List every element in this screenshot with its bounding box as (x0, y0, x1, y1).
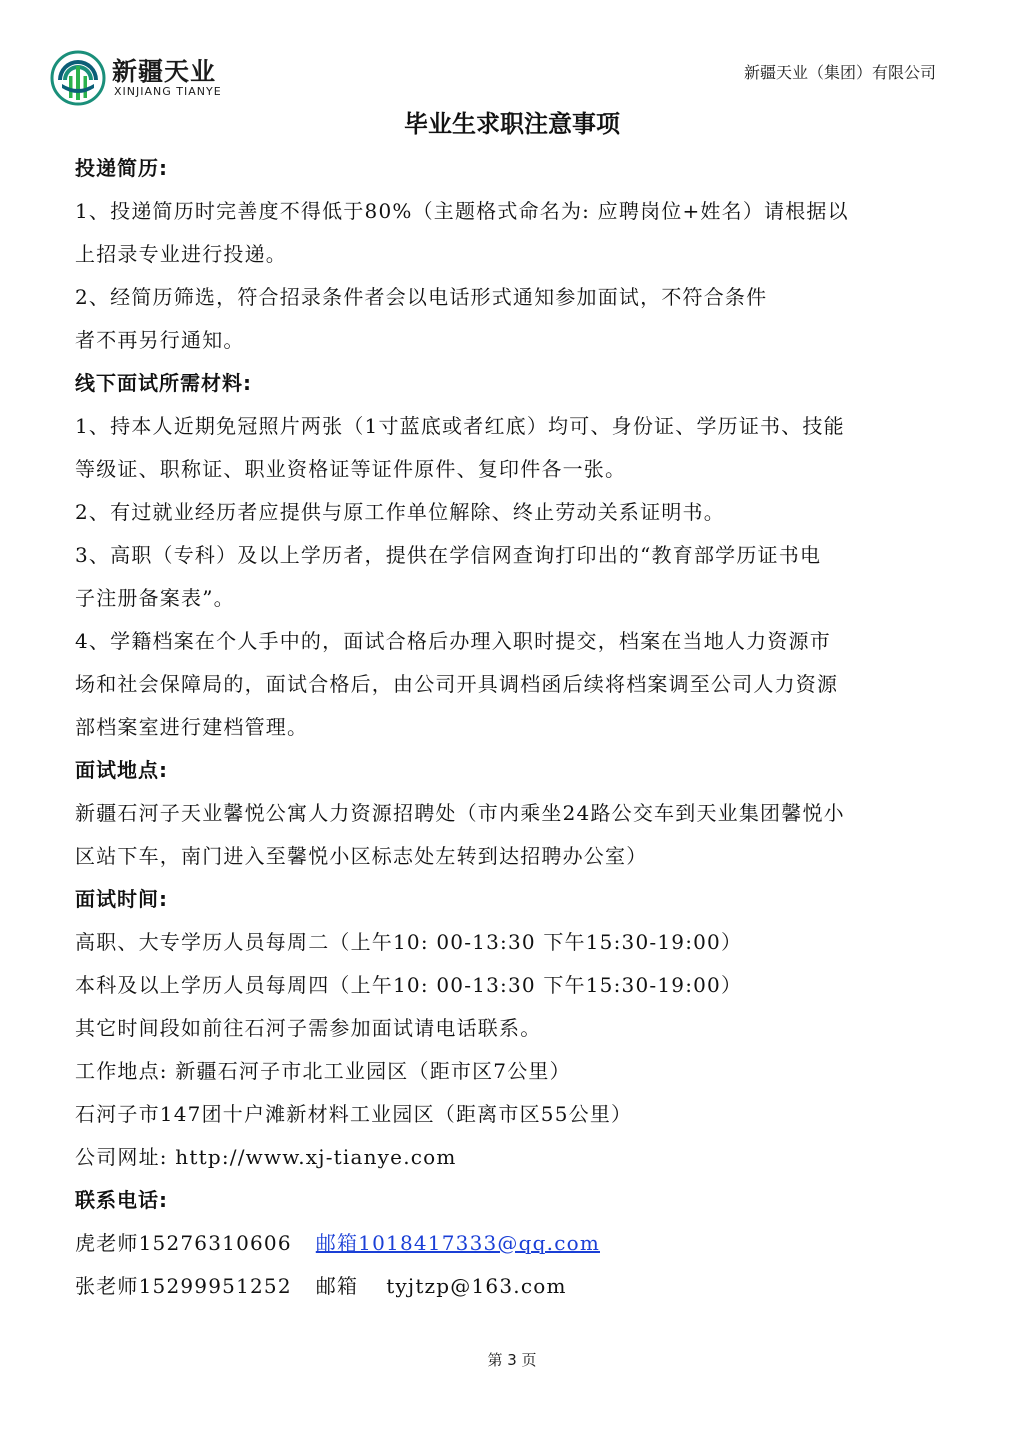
materials-item-1-line-1: 1、持本人近期免冠照片两张（1寸蓝底或者红底）均可、身份证、学历证书、技能 (75, 414, 845, 438)
contact-row-2 (75, 1265, 945, 1308)
time-line-1: 高职、大专学历人员每周二（上午10: 00-13:30 下午15:30-19:00） (75, 930, 743, 954)
document-body (75, 147, 945, 1308)
resume-item-1-line-1: 1、投递简历时完善度不得低于80%（主题格式命名为: 应聘岗位+姓名）请根据以 (75, 199, 849, 223)
document-title: 毕业生求职注意事项 (404, 110, 620, 138)
company-name: 新疆天业（集团）有限公司 (743, 63, 936, 82)
resume-item-2-line-2: 者不再另行通知。 (75, 328, 245, 352)
section-heading-time: 面试时间: (75, 887, 168, 911)
contact-2-email-label: 邮箱 (315, 1274, 359, 1298)
section-heading-resume: 投递简历: (75, 156, 168, 180)
page-number: 第 3 页 (487, 1351, 537, 1369)
materials-item-4-line-3: 部档案室进行建档管理。 (75, 715, 309, 739)
materials-item-1-line-2: 等级证、职称证、职业资格证等证件原件、复印件各一张。 (75, 457, 627, 481)
tianye-logo-graphic (50, 50, 106, 106)
work-location-1: 工作地点: 新疆石河子市北工业园区（距市区7公里） (75, 1059, 571, 1083)
section-heading-location: 面试地点: (75, 758, 168, 782)
brand-name-english: XINJIANG TIANYE (114, 85, 222, 98)
company-website: 公司网址: http://www.xj-tianye.com (75, 1145, 457, 1169)
location-line-2: 区站下车，南门进入至馨悦小区标志处左转到达招聘办公室） (75, 844, 648, 868)
contact-row-1 (75, 1222, 945, 1265)
materials-item-4-line-2: 场和社会保障局的，面试合格后，由公司开具调档函后续将档案调至公司人力资源 (75, 672, 839, 696)
tianye-logo-icon (50, 50, 106, 106)
section-heading-materials: 线下面试所需材料: (75, 371, 252, 395)
time-line-2: 本科及以上学历人员每周四（上午10: 00-13:30 下午15:30-19:00） (75, 973, 743, 997)
work-location-2: 石河子市147团十户滩新材料工业园区（距离市区55公里） (75, 1102, 633, 1126)
page-header (0, 0, 1024, 110)
materials-item-4-line-1: 4、学籍档案在个人手中的，面试合格后办理入职时提交，档案在当地人力资源市 (75, 629, 831, 653)
brand-name-chinese: 新疆天业 (112, 57, 217, 86)
resume-item-1-line-2: 上招录专业进行投递。 (75, 242, 287, 266)
materials-item-3-line-1: 3、高职（专科）及以上学历者，提供在学信网查询打印出的“教育部学历证书电 (75, 543, 822, 567)
contact-2-email: tyjtzp@163.com (386, 1274, 567, 1298)
contact-2-name-phone: 张老师15299951252 (75, 1274, 292, 1298)
location-line-1: 新疆石河子天业馨悦公寓人力资源招聘处（市内乘坐24路公交车到天业集团馨悦小 (75, 801, 845, 825)
contact-1-name-phone: 虎老师15276310606 (75, 1231, 292, 1255)
materials-item-2: 2、有过就业经历者应提供与原工作单位解除、终止劳动关系证明书。 (75, 500, 725, 524)
section-heading-contact: 联系电话: (75, 1188, 168, 1212)
resume-item-2-line-1: 2、经简历筛选，符合招录条件者会以电话形式通知参加面试，不符合条件 (75, 285, 768, 309)
contact-1-email-link[interactable]: 邮箱1018417333@qq.com (315, 1231, 600, 1255)
materials-item-3-line-2: 子注册备案表”。 (75, 586, 235, 610)
time-line-3: 其它时间段如前往石河子需参加面试请电话联系。 (75, 1016, 542, 1040)
